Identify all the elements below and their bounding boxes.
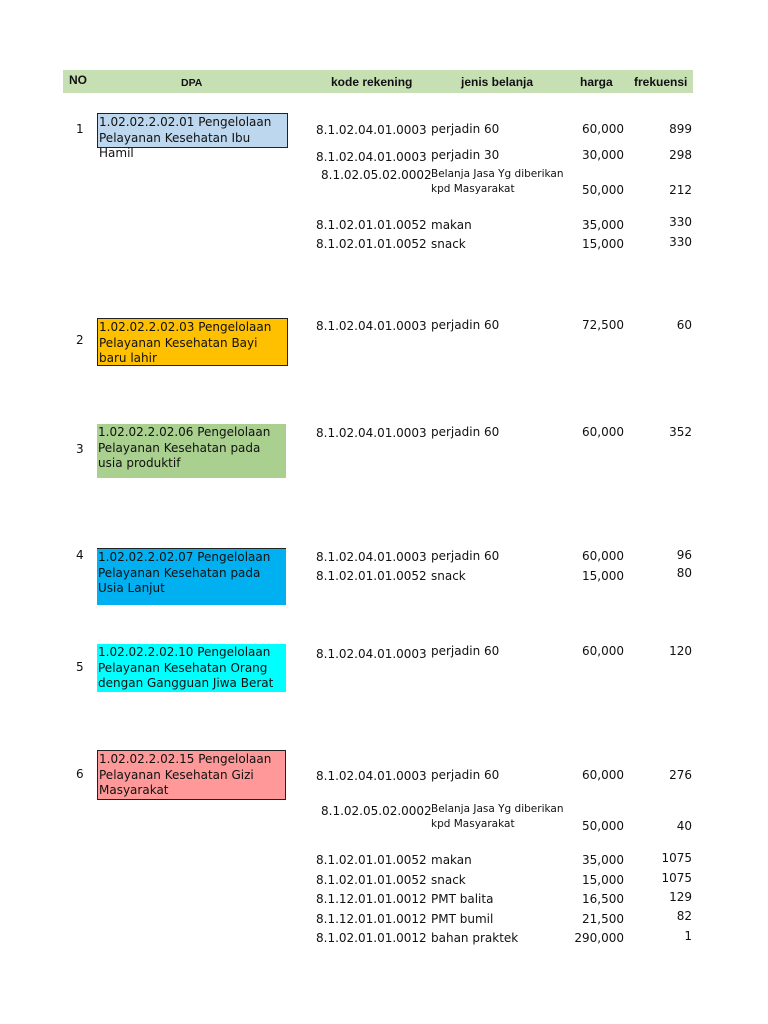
harga-cell: 15,000 xyxy=(582,569,624,583)
harga-cell: 60,000 xyxy=(582,549,624,563)
frekuensi-cell: 1075 xyxy=(661,871,692,885)
harga-cell: 50,000 xyxy=(582,183,624,197)
harga-cell: 15,000 xyxy=(582,873,624,887)
frekuensi-cell: 1 xyxy=(684,929,692,943)
harga-cell: 35,000 xyxy=(582,218,624,232)
header-harga: harga xyxy=(580,75,613,89)
frekuensi-cell: 330 xyxy=(669,235,692,249)
frekuensi-cell: 82 xyxy=(676,909,692,923)
kode-rekening-cell: 8.1.02.01.01.0052 xyxy=(316,569,427,583)
harga-cell: 60,000 xyxy=(582,122,624,136)
kode-rekening-cell: 8.1.02.05.02.0002 xyxy=(321,168,432,182)
frekuensi-cell: 96 xyxy=(676,548,692,562)
jenis-belanja-cell: Belanja Jasa Yg diberikan kpd Masyarakat xyxy=(431,803,564,830)
kode-rekening-cell: 8.1.02.01.01.0052 xyxy=(316,853,427,867)
frekuensi-cell: 80 xyxy=(676,566,692,580)
frekuensi-cell: 120 xyxy=(669,644,692,658)
header-kode-rekening: kode rekening xyxy=(331,75,413,89)
frekuensi-cell: 276 xyxy=(669,768,692,782)
header-jenis-belanja: jenis belanja xyxy=(461,75,534,89)
jenis-belanja-cell: perjadin 60 xyxy=(431,768,500,782)
row-number: 2 xyxy=(76,333,84,347)
jenis-belanja-cell: perjadin 30 xyxy=(431,148,500,162)
harga-cell: 60,000 xyxy=(582,768,624,782)
row-number: 3 xyxy=(76,442,84,456)
jenis-belanja-cell: perjadin 60 xyxy=(431,549,500,563)
jenis-belanja-cell: snack xyxy=(431,569,466,583)
row-number: 5 xyxy=(76,660,84,674)
jenis-belanja-cell: PMT balita xyxy=(431,892,494,906)
frekuensi-cell: 298 xyxy=(669,148,692,162)
harga-cell: 15,000 xyxy=(582,237,624,251)
frekuensi-cell: 40 xyxy=(676,819,692,833)
kode-rekening-cell: 8.1.02.04.01.0003 xyxy=(316,647,427,661)
jenis-belanja-cell: perjadin 60 xyxy=(431,122,500,136)
kode-rekening-cell: 8.1.12.01.01.0012 xyxy=(316,892,427,906)
jenis-belanja-cell: makan xyxy=(431,218,472,232)
kode-rekening-cell: 8.1.02.01.01.0052 xyxy=(316,873,427,887)
frekuensi-cell: 60 xyxy=(676,318,692,332)
dpa-box: 1.02.02.2.02.03 Pengelolaan Pelayanan Kesehatan Bayi baru lahir xyxy=(97,318,288,366)
harga-cell: 290,000 xyxy=(574,931,624,945)
kode-rekening-cell: 8.1.02.01.01.0012 xyxy=(316,931,427,945)
jenis-belanja-cell: snack xyxy=(431,873,466,887)
dpa-box: 1.02.02.2.02.01 Pengelolaan Pelayanan Kesehatan Ibu Hamil xyxy=(97,113,288,148)
row-number: 1 xyxy=(76,122,84,136)
kode-rekening-cell: 8.1.02.01.01.0052 xyxy=(316,237,427,251)
frekuensi-cell: 129 xyxy=(669,890,692,904)
jenis-belanja-cell: snack xyxy=(431,237,466,251)
header-no: NO xyxy=(69,73,87,87)
kode-rekening-cell: 8.1.02.04.01.0003 xyxy=(316,426,427,440)
header-dpa: DPA xyxy=(181,77,203,89)
jenis-belanja-cell: perjadin 60 xyxy=(431,425,500,439)
jenis-belanja-cell: PMT bumil xyxy=(431,912,494,926)
row-number: 6 xyxy=(76,767,84,781)
kode-rekening-cell: 8.1.02.04.01.0003 xyxy=(316,150,427,164)
dpa-box: 1.02.02.2.02.07 Pengelolaan Pelayanan Kesehatan pada Usia Lanjut xyxy=(97,548,286,605)
harga-cell: 60,000 xyxy=(582,425,624,439)
kode-rekening-cell: 8.1.02.04.01.0003 xyxy=(316,319,427,333)
kode-rekening-cell: 8.1.12.01.01.0012 xyxy=(316,912,427,926)
harga-cell: 60,000 xyxy=(582,644,624,658)
harga-cell: 16,500 xyxy=(582,892,624,906)
jenis-belanja-cell: bahan praktek xyxy=(431,931,519,945)
kode-rekening-cell: 8.1.02.05.02.0002 xyxy=(321,804,432,818)
frekuensi-cell: 899 xyxy=(669,122,692,136)
kode-rekening-cell: 8.1.02.01.01.0052 xyxy=(316,218,427,232)
harga-cell: 30,000 xyxy=(582,148,624,162)
frekuensi-cell: 352 xyxy=(669,425,692,439)
frekuensi-cell: 1075 xyxy=(661,851,692,865)
harga-cell: 50,000 xyxy=(582,819,624,833)
row-number: 4 xyxy=(76,548,84,562)
dpa-box: 1.02.02.2.02.10 Pengelolaan Pelayanan Kesehatan Orang dengan Gangguan Jiwa Berat xyxy=(97,644,286,692)
harga-cell: 21,500 xyxy=(582,912,624,926)
jenis-belanja-cell: perjadin 60 xyxy=(431,644,500,658)
harga-cell: 35,000 xyxy=(582,853,624,867)
jenis-belanja-cell: Belanja Jasa Yg diberikan kpd Masyarakat xyxy=(431,168,564,195)
frekuensi-cell: 330 xyxy=(669,215,692,229)
harga-cell: 72,500 xyxy=(582,318,624,332)
jenis-belanja-cell: perjadin 60 xyxy=(431,318,500,332)
kode-rekening-cell: 8.1.02.04.01.0003 xyxy=(316,123,427,137)
kode-rekening-cell: 8.1.02.04.01.0003 xyxy=(316,769,427,783)
dpa-box: 1.02.02.2.02.06 Pengelolaan Pelayanan Kesehatan pada usia produktif xyxy=(97,424,286,478)
kode-rekening-cell: 8.1.02.04.01.0003 xyxy=(316,550,427,564)
frekuensi-cell: 212 xyxy=(669,183,692,197)
jenis-belanja-cell: makan xyxy=(431,853,472,867)
dpa-box: 1.02.02.2.02.15 Pengelolaan Pelayanan Kesehatan Gizi Masyarakat xyxy=(97,750,286,800)
header-frekuensi: frekuensi xyxy=(634,75,688,89)
